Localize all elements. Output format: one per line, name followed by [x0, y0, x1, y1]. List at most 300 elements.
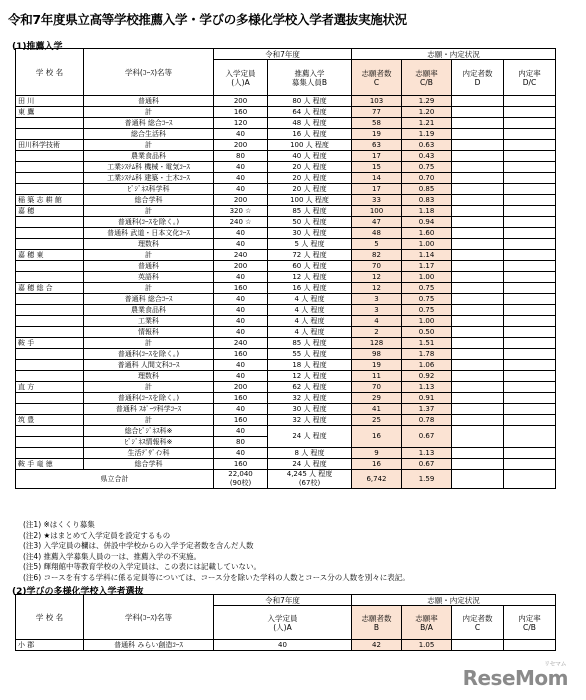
section1-heading: (1)推薦入学 — [12, 42, 63, 52]
offers-cell — [452, 305, 504, 316]
recruit-cell: 72 人 程度 — [268, 250, 352, 261]
applicants-cell: 128 — [352, 338, 402, 349]
capacity-cell: 40 — [214, 640, 352, 651]
offer-rate-cell — [504, 382, 556, 393]
table-row — [16, 305, 556, 316]
table-row — [16, 261, 556, 272]
offers-cell — [452, 327, 504, 338]
school-name — [16, 151, 84, 162]
capacity-cell: 240 ☆ — [214, 217, 268, 228]
applicants-cell: 19 — [352, 360, 402, 371]
rate-cell: 0.91 — [402, 393, 452, 404]
rate-cell: 0.63 — [402, 140, 452, 151]
offers-cell — [452, 261, 504, 272]
offer-rate-cell — [504, 261, 556, 272]
rate-cell: 0.83 — [402, 195, 452, 206]
rate-cell: 1.05 — [402, 640, 452, 651]
school-name: 嘉 穂 東 — [16, 250, 84, 261]
rate-cell: 1.21 — [402, 118, 452, 129]
recruit-cell: 40 人 程度 — [268, 151, 352, 162]
offers-cell — [452, 316, 504, 327]
capacity-cell: 40 — [214, 239, 268, 250]
recruit-cell: 4 人 程度 — [268, 294, 352, 305]
offer-rate-cell — [504, 349, 556, 360]
recruit-cell: 48 人 程度 — [268, 118, 352, 129]
capacity-cell: 80 — [214, 437, 268, 448]
offer-rate-cell — [504, 316, 556, 327]
course-name: 総合学科 — [84, 459, 214, 470]
col-applicants-header: 志願者数 C — [352, 60, 402, 96]
rate-cell: 1.60 — [402, 228, 452, 239]
rate-cell: 0.50 — [402, 327, 452, 338]
col-offer-rate-header: 内定率 D/C — [504, 60, 556, 96]
table-row — [16, 415, 556, 426]
rate-cell: 0.67 — [402, 426, 452, 448]
school-name — [16, 173, 84, 184]
recruit-cell: 12 人 程度 — [268, 371, 352, 382]
rate-cell: 1.78 — [402, 349, 452, 360]
course-name: 計 — [84, 206, 214, 217]
offer-rate-cell — [504, 272, 556, 283]
recruit-cell: 4 人 程度 — [268, 316, 352, 327]
note-line: (注3) 入学定員の欄は、併設中学校からの入学予定者数を含んだ人数 — [23, 541, 254, 550]
recruit-cell: 12 人 程度 — [268, 272, 352, 283]
course-name: 普通科 ｽﾎﾟｰﾂ科学ｺｰｽ — [84, 404, 214, 415]
total-applicants: 6,742 — [352, 470, 402, 489]
rate-cell: 0.75 — [402, 162, 452, 173]
offer-rate-cell — [504, 459, 556, 470]
capacity-cell: 40 — [214, 360, 268, 371]
offers-cell — [452, 162, 504, 173]
status-group-header: 志願・内定状況 — [352, 49, 556, 60]
applicants-cell: 100 — [352, 206, 402, 217]
course-name: 計 — [84, 140, 214, 151]
table-row — [16, 184, 556, 195]
table-row — [16, 228, 556, 239]
applicants-cell: 25 — [352, 415, 402, 426]
recruit-cell: 32 人 程度 — [268, 393, 352, 404]
offers-cell — [452, 470, 504, 489]
table-row — [16, 316, 556, 327]
recruit-cell: 64 人 程度 — [268, 107, 352, 118]
rate-cell: 1.37 — [402, 404, 452, 415]
applicants-cell: 16 — [352, 459, 402, 470]
course-name: 総合学科 — [84, 195, 214, 206]
course-name: 普通科 人間文科ｺｰｽ — [84, 360, 214, 371]
note-line: (注2) ★はまとめて入学定員を設定するもの — [23, 530, 171, 540]
course-name: 普通科(ｺｰｽを除く。) — [84, 349, 214, 360]
s2-status-group-header: 志願・内定状況 — [352, 595, 556, 606]
applicants-cell: 63 — [352, 140, 402, 151]
rate-cell: 0.75 — [402, 283, 452, 294]
col-school-header: 学 校 名 — [16, 49, 84, 96]
col-recruit-header: 推薦入学 募集人員B — [268, 60, 352, 96]
capacity-cell: 40 — [214, 327, 268, 338]
school-name — [16, 217, 84, 228]
offer-rate-cell — [504, 448, 556, 459]
capacity-cell: 40 — [214, 426, 268, 437]
rate-cell: 1.20 — [402, 107, 452, 118]
course-name: 理数科 — [84, 371, 214, 382]
rate-cell: 0.85 — [402, 184, 452, 195]
recruit-cell: 16 人 程度 — [268, 283, 352, 294]
table-row — [16, 404, 556, 415]
recruit-cell: 80 人 程度 — [268, 96, 352, 107]
table-row — [16, 640, 556, 651]
capacity-cell: 80 — [214, 151, 268, 162]
rate-cell: 1.19 — [402, 129, 452, 140]
rate-cell: 1.13 — [402, 382, 452, 393]
col-rate-header: 志願率 C/B — [402, 60, 452, 96]
school-name — [16, 228, 84, 239]
recruit-cell: 30 人 程度 — [268, 228, 352, 239]
col-course-header: 学科(ｺｰｽ)名等 — [84, 49, 214, 96]
note-line: (注5) 輝翔館中等教育学校の入学定員は、この表には記載していない。 — [23, 562, 262, 571]
offers-cell — [452, 250, 504, 261]
table-row — [16, 360, 556, 371]
course-name: 工業ｼｽﾃﾑ科 建築・土木ｺｰｽ — [84, 173, 214, 184]
offers-cell — [452, 184, 504, 195]
capacity-cell: 160 — [214, 459, 268, 470]
offer-rate-cell — [504, 250, 556, 261]
recruit-cell: 8 人 程度 — [268, 448, 352, 459]
recruit-cell: 55 人 程度 — [268, 349, 352, 360]
table-row — [16, 294, 556, 305]
school-name: 小 郡 — [16, 640, 84, 651]
applicants-cell: 16 — [352, 426, 402, 448]
school-name — [16, 371, 84, 382]
school-name — [16, 404, 84, 415]
offers-cell — [452, 640, 504, 651]
offers-cell — [452, 382, 504, 393]
rate-cell: 0.92 — [402, 371, 452, 382]
capacity-cell: 40 — [214, 305, 268, 316]
offer-rate-cell — [504, 393, 556, 404]
capacity-cell: 240 — [214, 338, 268, 349]
school-name: 筑 豊 — [16, 415, 84, 426]
recruit-cell: 24 人 程度 — [268, 459, 352, 470]
capacity-cell: 40 — [214, 173, 268, 184]
course-name: 農業食品科 — [84, 305, 214, 316]
offers-cell — [452, 349, 504, 360]
capacity-cell: 160 — [214, 349, 268, 360]
recruit-cell: 18 人 程度 — [268, 360, 352, 371]
col-capacity-header: 入学定員 (人)A — [214, 60, 268, 96]
total-capacity: 22,040 (90校) — [214, 470, 268, 489]
course-name: 英語科 — [84, 272, 214, 283]
table-row — [16, 96, 556, 107]
applicants-cell: 82 — [352, 250, 402, 261]
rate-cell: 1.00 — [402, 239, 452, 250]
offers-cell — [452, 360, 504, 371]
recruit-cell: 24 人 程度 — [268, 426, 352, 448]
capacity-cell: 160 — [214, 107, 268, 118]
course-name: 計 — [84, 283, 214, 294]
capacity-cell: 40 — [214, 294, 268, 305]
capacity-cell: 40 — [214, 162, 268, 173]
diverse-learning-table — [15, 594, 556, 651]
applicants-cell: 48 — [352, 228, 402, 239]
applicants-cell: 9 — [352, 448, 402, 459]
s2-col-offer-rate-header: 内定率 C/B — [504, 606, 556, 640]
offers-cell — [452, 107, 504, 118]
table-row — [16, 371, 556, 382]
offers-cell — [452, 96, 504, 107]
recommendation-table — [15, 48, 556, 489]
s2-col-school-header: 学 校 名 — [16, 595, 84, 640]
applicants-cell: 12 — [352, 272, 402, 283]
applicants-cell: 2 — [352, 327, 402, 338]
offer-rate-cell — [504, 184, 556, 195]
table-row — [16, 426, 556, 437]
table-row — [16, 107, 556, 118]
applicants-cell: 77 — [352, 107, 402, 118]
capacity-cell: 320 ☆ — [214, 206, 268, 217]
table-row — [16, 118, 556, 129]
recruit-cell: 4 人 程度 — [268, 305, 352, 316]
offers-cell — [452, 294, 504, 305]
recruit-cell: 16 人 程度 — [268, 129, 352, 140]
offer-rate-cell — [504, 294, 556, 305]
offer-rate-cell — [504, 426, 556, 448]
offer-rate-cell — [504, 640, 556, 651]
recruit-cell: 62 人 程度 — [268, 382, 352, 393]
offer-rate-cell — [504, 404, 556, 415]
applicants-cell: 42 — [352, 640, 402, 651]
offer-rate-cell — [504, 151, 556, 162]
offers-cell — [452, 338, 504, 349]
rate-cell: 0.78 — [402, 415, 452, 426]
recruit-cell: 5 人 程度 — [268, 239, 352, 250]
table-row — [16, 206, 556, 217]
recruit-cell: 30 人 程度 — [268, 404, 352, 415]
school-name: 嘉 穂 総 合 — [16, 283, 84, 294]
capacity-cell: 240 — [214, 250, 268, 261]
applicants-cell: 33 — [352, 195, 402, 206]
offer-rate-cell — [504, 470, 556, 489]
rate-cell: 1.51 — [402, 338, 452, 349]
table-row — [16, 195, 556, 206]
note-line: (注1) ※はくくり募集 — [23, 520, 95, 529]
school-name — [16, 327, 84, 338]
school-name — [16, 239, 84, 250]
course-name: 計 — [84, 250, 214, 261]
offers-cell — [452, 173, 504, 184]
rate-cell: 0.75 — [402, 305, 452, 316]
table-row — [16, 173, 556, 184]
course-name: 計 — [84, 107, 214, 118]
capacity-cell: 160 — [214, 415, 268, 426]
recruit-cell: 20 人 程度 — [268, 173, 352, 184]
table-row — [16, 250, 556, 261]
recruit-cell: 4 人 程度 — [268, 327, 352, 338]
applicants-cell: 19 — [352, 129, 402, 140]
applicants-cell: 70 — [352, 261, 402, 272]
s2-col-applicants-header: 志願者数 B — [352, 606, 402, 640]
table-row — [16, 349, 556, 360]
table-row — [16, 448, 556, 459]
school-name — [16, 162, 84, 173]
school-name: 東 鷹 — [16, 107, 84, 118]
applicants-cell: 12 — [352, 283, 402, 294]
table-row — [16, 217, 556, 228]
offer-rate-cell — [504, 118, 556, 129]
offer-rate-cell — [504, 96, 556, 107]
notes — [23, 520, 410, 583]
school-name — [16, 118, 84, 129]
offers-cell — [452, 195, 504, 206]
school-name — [16, 129, 84, 140]
offers-cell — [452, 151, 504, 162]
capacity-cell: 40 — [214, 316, 268, 327]
rate-cell: 0.75 — [402, 294, 452, 305]
table-row — [16, 162, 556, 173]
applicants-cell: 3 — [352, 294, 402, 305]
school-name: 田川科学技術 — [16, 140, 84, 151]
course-name: 農業食品科 — [84, 151, 214, 162]
table-row — [16, 239, 556, 250]
school-name — [16, 448, 84, 459]
offers-cell — [452, 393, 504, 404]
capacity-cell: 40 — [214, 228, 268, 239]
offer-rate-cell — [504, 283, 556, 294]
offers-cell — [452, 448, 504, 459]
offer-rate-cell — [504, 217, 556, 228]
capacity-cell: 200 — [214, 195, 268, 206]
table-row — [16, 393, 556, 404]
course-name: 普通科 — [84, 96, 214, 107]
recruit-cell: 60 人 程度 — [268, 261, 352, 272]
capacity-cell: 40 — [214, 371, 268, 382]
applicants-cell: 15 — [352, 162, 402, 173]
course-name: 普通科 みらい創造ｺｰｽ — [84, 640, 214, 651]
course-name: 普通科 総合ｺｰｽ — [84, 118, 214, 129]
course-name: 普通科 武道・日本文化ｺｰｽ — [84, 228, 214, 239]
offer-rate-cell — [504, 371, 556, 382]
offer-rate-cell — [504, 239, 556, 250]
rate-cell: 1.13 — [402, 448, 452, 459]
school-name: 田 川 — [16, 96, 84, 107]
school-name — [16, 437, 84, 448]
recruit-cell: 100 人 程度 — [268, 195, 352, 206]
recruit-cell: 32 人 程度 — [268, 415, 352, 426]
applicants-cell: 4 — [352, 316, 402, 327]
resemom-logo: リセマム ReseMom — [462, 661, 568, 690]
table-row — [16, 140, 556, 151]
school-name: 鞍 手 — [16, 338, 84, 349]
school-name: 直 方 — [16, 382, 84, 393]
school-name — [16, 184, 84, 195]
capacity-cell: 200 — [214, 96, 268, 107]
note-line: (注4) 推薦入学募集人員の一は、推薦入学の不実施。 — [23, 551, 202, 561]
offer-rate-cell — [504, 173, 556, 184]
offers-cell — [452, 228, 504, 239]
offers-cell — [452, 404, 504, 415]
page-title: 令和7年度県立高等学校推薦入学・学びの多様化学校入学者選抜実施状況 — [8, 12, 407, 27]
table-row — [16, 382, 556, 393]
s2-col-capacity-header: 入学定員 (人)A — [214, 606, 352, 640]
school-name — [16, 426, 84, 437]
recruit-cell: 50 人 程度 — [268, 217, 352, 228]
capacity-cell: 120 — [214, 118, 268, 129]
course-name: 工業ｼｽﾃﾑ科 機械・電気ｺｰｽ — [84, 162, 214, 173]
applicants-cell: 17 — [352, 184, 402, 195]
applicants-cell: 17 — [352, 151, 402, 162]
rate-cell: 0.70 — [402, 173, 452, 184]
applicants-cell: 103 — [352, 96, 402, 107]
course-name: ﾋﾞｼﾞﾈｽ情報科※ — [84, 437, 214, 448]
course-name: 普通科 — [84, 261, 214, 272]
offer-rate-cell — [504, 195, 556, 206]
offers-cell — [452, 206, 504, 217]
capacity-cell: 200 — [214, 261, 268, 272]
school-name: 嘉 穂 — [16, 206, 84, 217]
offers-cell — [452, 118, 504, 129]
rate-cell: 1.17 — [402, 261, 452, 272]
offer-rate-cell — [504, 360, 556, 371]
offer-rate-cell — [504, 228, 556, 239]
capacity-cell: 160 — [214, 283, 268, 294]
school-name — [16, 393, 84, 404]
school-name — [16, 305, 84, 316]
total-rate: 1.59 — [402, 470, 452, 489]
applicants-cell: 98 — [352, 349, 402, 360]
applicants-cell: 29 — [352, 393, 402, 404]
school-name: 稲 築 志 耕 館 — [16, 195, 84, 206]
school-name — [16, 316, 84, 327]
capacity-cell: 200 — [214, 382, 268, 393]
course-name: 普通科(ｺｰｽを除く。) — [84, 217, 214, 228]
course-name: 計 — [84, 338, 214, 349]
offers-cell — [452, 217, 504, 228]
rate-cell: 0.94 — [402, 217, 452, 228]
offers-cell — [452, 371, 504, 382]
note-line: (注6) コースを有する学科に係る定員等については、コース分を除いた学科の人数とコース分の人数を別々に表記。 — [23, 572, 410, 582]
total-recruit: 4,245 人 程度 (67校) — [268, 470, 352, 489]
section2-heading: (2)学びの多様化学校入学者選抜 — [12, 587, 144, 597]
course-name: 総合生活科 — [84, 129, 214, 140]
table-row — [16, 272, 556, 283]
offer-rate-cell — [504, 140, 556, 151]
course-name: 普通科 総合ｺｰｽ — [84, 294, 214, 305]
recruit-cell: 85 人 程度 — [268, 206, 352, 217]
rate-cell: 1.00 — [402, 272, 452, 283]
offers-cell — [452, 239, 504, 250]
capacity-cell: 40 — [214, 272, 268, 283]
offer-rate-cell — [504, 129, 556, 140]
offer-rate-cell — [504, 338, 556, 349]
applicants-cell: 14 — [352, 173, 402, 184]
table-row — [16, 338, 556, 349]
capacity-cell: 200 — [214, 140, 268, 151]
capacity-cell: 40 — [214, 404, 268, 415]
rate-cell: 1.18 — [402, 206, 452, 217]
recruit-cell: 85 人 程度 — [268, 338, 352, 349]
table-row — [16, 459, 556, 470]
s2-col-rate-header: 志願率 B/A — [402, 606, 452, 640]
applicants-cell: 47 — [352, 217, 402, 228]
course-name: 計 — [84, 415, 214, 426]
recruit-cell: 20 人 程度 — [268, 162, 352, 173]
school-name — [16, 360, 84, 371]
rate-cell: 1.06 — [402, 360, 452, 371]
rate-cell: 0.67 — [402, 459, 452, 470]
offers-cell — [452, 415, 504, 426]
course-name: 生活ﾃﾞｻﾞｲﾝ科 — [84, 448, 214, 459]
s2-year-group-header: 令和7年度 — [214, 595, 352, 606]
school-name — [16, 294, 84, 305]
applicants-cell: 3 — [352, 305, 402, 316]
